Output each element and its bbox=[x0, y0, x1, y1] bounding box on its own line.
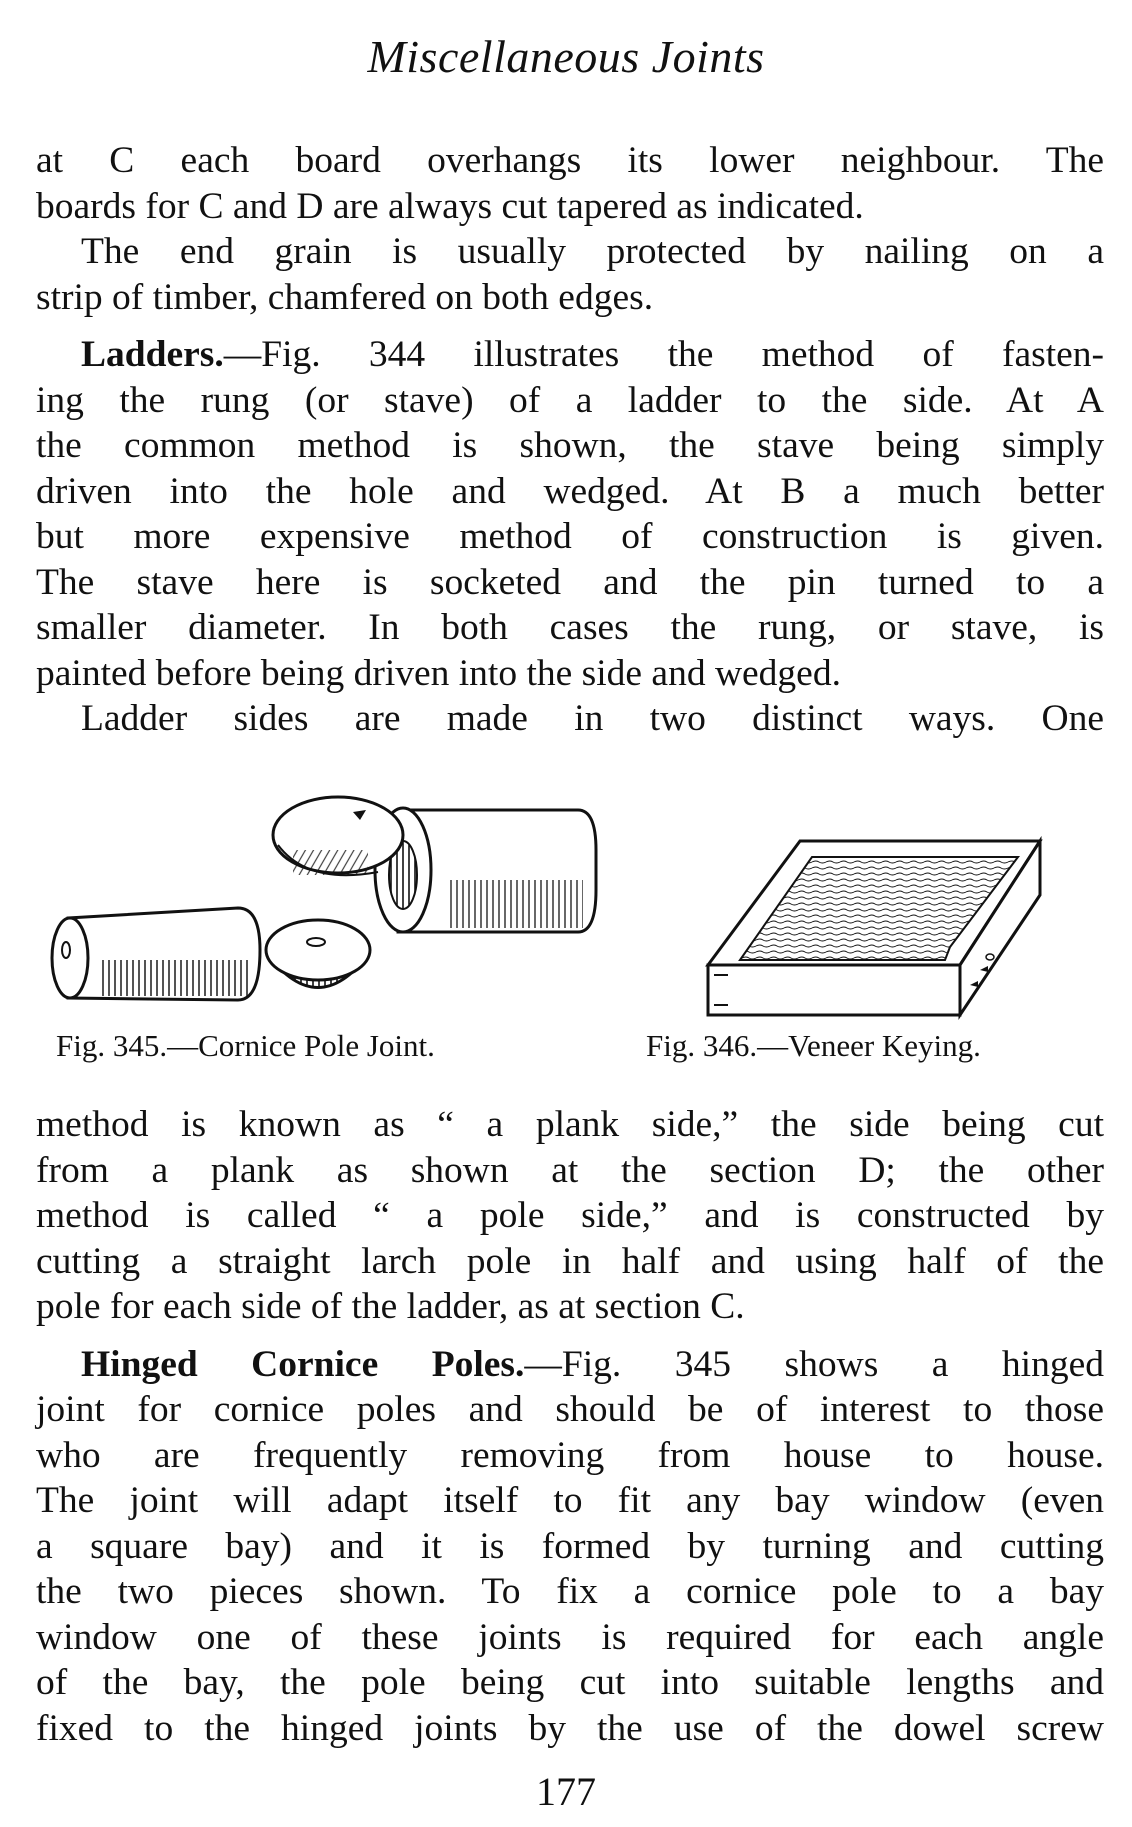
text-line: painted before being driven into the side and wedged. bbox=[36, 652, 841, 694]
text-line: method is called “ a pole side,” and is constructed by bbox=[36, 1195, 1104, 1236]
text-line: who are frequently removing from house to house. bbox=[36, 1434, 1104, 1476]
text-line: a square bay) and it is formed by turning and cutting bbox=[36, 1525, 1104, 1567]
text-line: Ladder sides are made in two distinct ways. One bbox=[81, 698, 1104, 739]
text-line: smaller diameter. In both cases the rung, or stave, is bbox=[36, 607, 1104, 648]
text-block-bottom bbox=[36, 1102, 1104, 1751]
cornice-pole-joint-illustration bbox=[48, 790, 608, 1020]
text-fragment: —Fig. 344 illustrates the method of fasten- bbox=[223, 334, 1104, 375]
page-number: 177 bbox=[536, 1769, 596, 1814]
text-line: The end grain is usually protected by nailing on a bbox=[81, 231, 1104, 272]
veneer-keying-illustration bbox=[700, 835, 1060, 1020]
text-line: fixed to the hinged joints by the use of the dowel screw bbox=[36, 1707, 1104, 1749]
text-line: method is known as “ a plank side,” the side being cut bbox=[36, 1104, 1104, 1145]
text-line: the two pieces shown. To fix a cornice pole to a bay bbox=[36, 1571, 1104, 1612]
figure-345-caption: Fig. 345.—Cornice Pole Joint. bbox=[56, 1028, 435, 1063]
text-block-top bbox=[36, 138, 1104, 742]
text-line: cutting a straight larch pole in half and using half of the bbox=[36, 1240, 1104, 1282]
text-line: The stave here is socketed and the pin turned to a bbox=[36, 561, 1104, 603]
figure-346-caption: Fig. 346.—Veneer Keying. bbox=[646, 1028, 981, 1063]
text-line: of the bay, the pole being cut into suitable lengths and bbox=[36, 1662, 1104, 1703]
text-line: from a plank as shown at the section D; the other bbox=[36, 1149, 1104, 1191]
text-line: but more expensive method of construction is given. bbox=[36, 516, 1104, 557]
text-line: at C each board overhangs its lower neighbour. The bbox=[36, 140, 1104, 181]
text-line: driven into the hole and wedged. At B a much better bbox=[36, 470, 1104, 512]
ladders-paragraph-first-line bbox=[36, 332, 1104, 378]
text-line: ing the rung (or stave) of a ladder to the side. At A bbox=[36, 379, 1104, 421]
ladders-heading: Ladders. bbox=[81, 334, 224, 375]
hinged-paragraph-first-line bbox=[36, 1342, 1104, 1388]
text-line: The joint will adapt itself to fit any bay window (even bbox=[36, 1480, 1104, 1521]
hinged-cornice-heading: Hinged Cornice Poles. bbox=[81, 1343, 525, 1385]
text-line: boards for C and D are always cut tapered as indicated. bbox=[36, 185, 864, 227]
text-line: the common method is shown, the stave being simply bbox=[36, 425, 1104, 466]
text-line: strip of timber, chamfered on both edges. bbox=[36, 276, 654, 318]
running-head: Miscellaneous Joints bbox=[367, 31, 765, 82]
text-fragment: —Fig. 345 shows a hinged bbox=[524, 1343, 1104, 1385]
text-line: window one of these joints is required for each angle bbox=[36, 1616, 1104, 1658]
text-line: pole for each side of the ladder, as at section C. bbox=[36, 1286, 745, 1327]
text-line: joint for cornice poles and should be of interest to those bbox=[36, 1389, 1104, 1430]
